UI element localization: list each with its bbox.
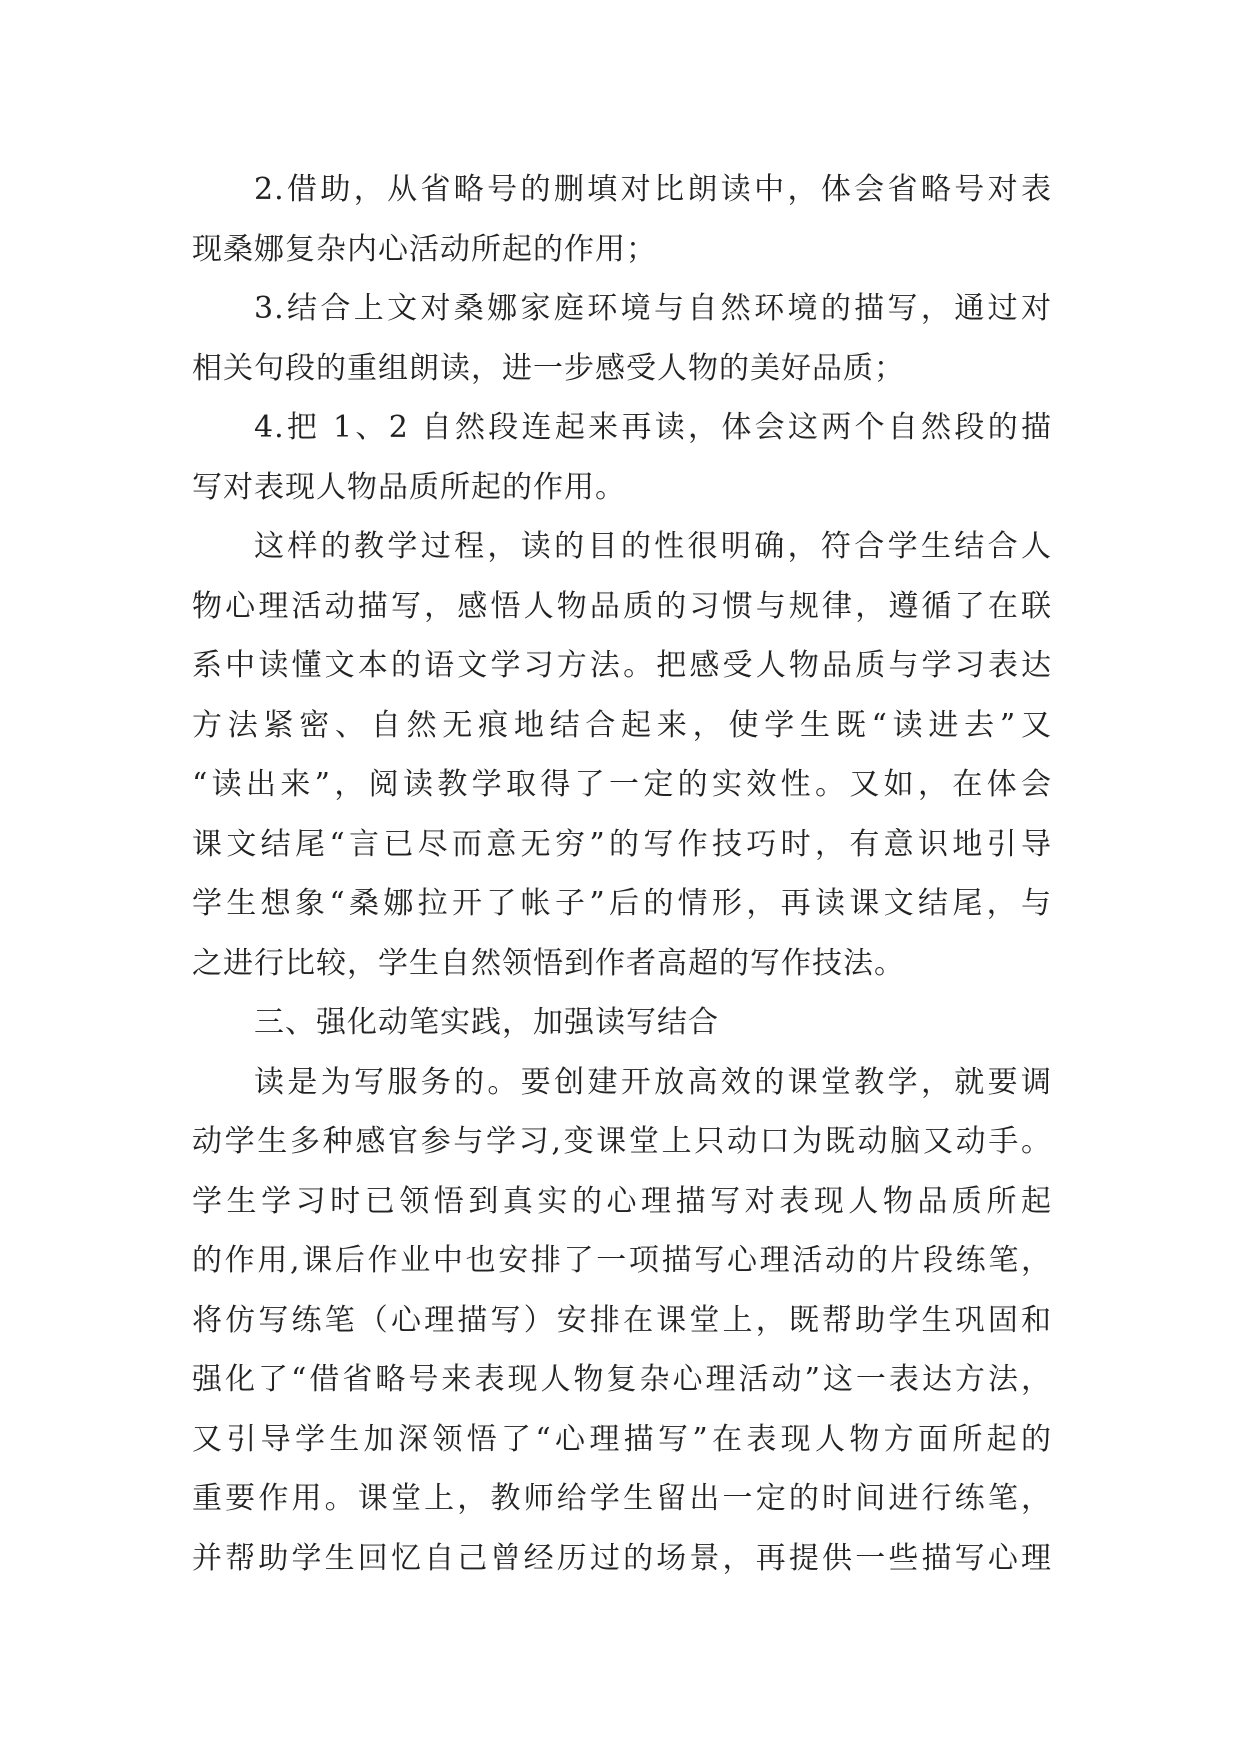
text-line: 读是为写服务的。要创建开放高效的课堂教学，就要调: [254, 1064, 1052, 1100]
text-line: 4.把 1、2 自然段连起来再读，体会这两个自然段的描: [254, 410, 1052, 445]
text-line: 系中读懂文本的语文学习方法。把感受人物品质与学习表达: [192, 648, 1052, 683]
text-line: 强化了“借省略号来表现人物复杂心理活动”这一表达方法，: [192, 1362, 1052, 1397]
section-heading: 三、强化动笔实践，加强读写结合: [254, 1005, 719, 1040]
text-line: 2.借助，从省略号的删填对比朗读中，体会省略号对表: [254, 172, 1052, 207]
text-line: 现桑娜复杂内心活动所起的作用；: [192, 231, 657, 267]
text-line: 课文结尾“言已尽而意无穷”的写作技巧时，有意识地引导: [192, 826, 1052, 862]
text-line: 这样的教学过程，读的目的性很明确，符合学生结合人: [254, 529, 1052, 564]
text-line: 写对表现人物品质所起的作用。: [192, 469, 626, 505]
text-line: 方法紧密、自然无痕地结合起来，使学生既“读进去”又: [192, 707, 1052, 743]
text-line: 3.结合上文对桑娜家庭环境与自然环境的描写，通过对: [254, 291, 1052, 326]
text-line: 动学生多种感官参与学习,变课堂上只动口为既动脑又动手。: [192, 1124, 1052, 1159]
text-line: “读出来”，阅读教学取得了一定的实效性。又如，在体会: [192, 767, 1052, 802]
text-line: 并帮助学生回忆自己曾经历过的场景，再提供一些描写心理: [192, 1540, 1052, 1576]
text-line: 相关句段的重组朗读，进一步感受人物的美好品质；: [192, 350, 905, 386]
document-body: [192, 160, 1052, 1588]
text-line: 将仿写练笔（心理描写）安排在课堂上，既帮助学生巩固和: [192, 1302, 1052, 1338]
text-line: 学生学习时已领悟到真实的心理描写对表现人物品质所起: [192, 1183, 1052, 1219]
text-line: 物心理活动描写，感悟人物品质的习惯与规律，遵循了在联: [192, 588, 1052, 624]
text-line: 之进行比较，学生自然领悟到作者高超的写作技法。: [192, 945, 905, 981]
text-line: 的作用,课后作业中也安排了一项描写心理活动的片段练笔，: [192, 1243, 1052, 1278]
text-line: 重要作用。课堂上，教师给学生留出一定的时间进行练笔，: [192, 1481, 1052, 1516]
text-line: 学生想象“桑娜拉开了帐子”后的情形，再读课文结尾，与: [192, 886, 1052, 921]
text-line: 又引导学生加深领悟了“心理描写”在表现人物方面所起的: [192, 1421, 1052, 1457]
